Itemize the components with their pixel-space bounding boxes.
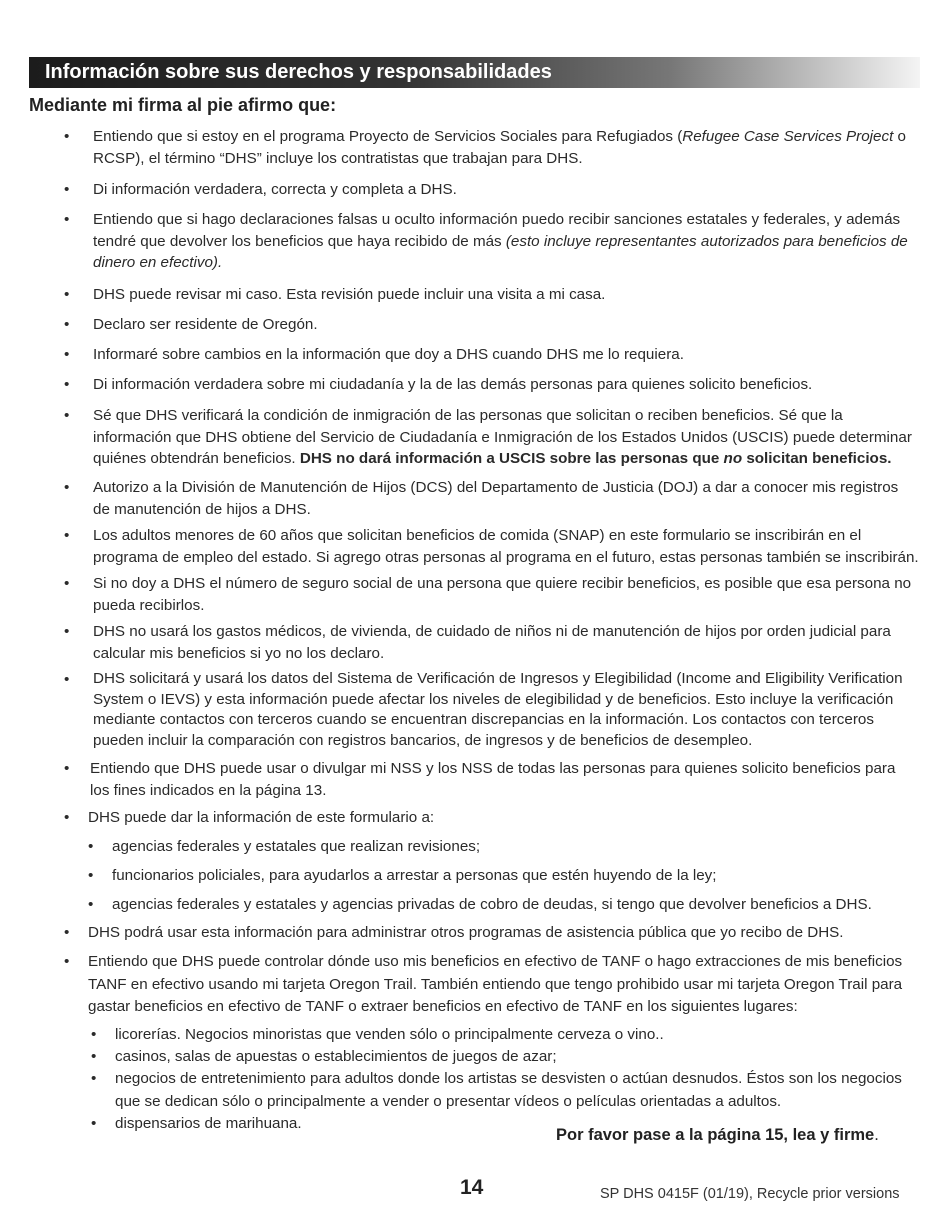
bullet-icon: •: [64, 809, 70, 826]
bullet-icon: •: [64, 376, 70, 393]
item-text: Informaré sobre cambios en la información que doy a DHS cuando DHS me lo requiera.: [93, 346, 684, 363]
page-number: 14: [460, 1176, 484, 1199]
item-text: DHS no usará los gastos médicos, de vivienda, de cuidado de niños ni de manutención de hijos por orden judicial para calcular mis beneficios si yo no los declaro.: [93, 623, 891, 662]
item-text: casinos, salas de apuestas o establecimientos de juegos de azar;: [115, 1048, 557, 1065]
intro-heading: Mediante mi firma al pie afirmo que:: [29, 95, 337, 115]
bullet-icon: •: [64, 479, 70, 496]
item-text: negocios de entretenimiento para adultos donde los artistas se desvisten o actúan desnudos. Éstos son los negocios que se dedican sólo o principalmente a vender o presentar vídeos o películas orientadas a adultos.: [115, 1070, 902, 1110]
item-text: Si no doy a DHS el número de seguro social de una persona que quiere recibir beneficios, es posible que esa persona no pueda recibirlos.: [93, 575, 912, 614]
cta-text: Por favor pase a la página 15, lea y firme: [556, 1126, 875, 1144]
bullet-icon: •: [88, 867, 94, 884]
bullet-icon: •: [64, 527, 70, 544]
item-text: licorerías. Negocios minoristas que venden sólo o principalmente cerveza o vino..: [115, 1026, 664, 1043]
bullet-icon: •: [64, 671, 70, 688]
bullet-icon: •: [64, 623, 70, 640]
bullet-icon: •: [64, 575, 70, 592]
item-text: Declaro ser residente de Oregón.: [93, 316, 318, 333]
item-text: funcionarios policiales, para ayudarlos a arrestar a personas que estén huyendo de la ley;: [112, 867, 717, 884]
item-text: Entiendo que si estoy en el programa Proyecto de Servicios Sociales para Refugiados (: [93, 128, 683, 145]
item-text: Entiendo que si hago declaraciones falsas u oculto información puedo recibir sanciones estatales y federales, y además tendré que devolver los beneficios que haya recibido de más: [93, 211, 901, 250]
bullet-icon: •: [64, 953, 70, 970]
item-text: Di información verdadera, correcta y completa a DHS.: [93, 181, 457, 198]
item-text: DHS puede revisar mi caso. Esta revisión puede incluir una visita a mi casa.: [93, 286, 606, 303]
item-text: Entiendo que DHS puede usar o divulgar mi NSS y los NSS de todas las personas para quienes solicito beneficios para los fines indicados en la página 13.: [90, 760, 896, 799]
form-id: SP DHS 0415F (01/19), Recycle prior versions: [600, 1186, 900, 1202]
item-text: DHS podrá usar esta información para administrar otros programas de asistencia pública que yo recibo de DHS.: [88, 924, 844, 941]
section-title-banner: Información sobre sus derechos y responsabilidades: [29, 57, 920, 88]
bullet-icon: •: [64, 407, 70, 424]
item-text: Los adultos menores de 60 años que solicitan beneficios de comida (SNAP) en este formulario se inscribirán en el programa de empleo del estado. Si agrego otras personas al programa en el futuro, estas personas también se inscribirán.: [93, 527, 919, 566]
bullet-icon: •: [64, 346, 70, 363]
bullet-icon: •: [64, 181, 70, 198]
bullet-icon: •: [88, 838, 94, 855]
bullet-icon: •: [64, 211, 70, 228]
bullet-icon: •: [64, 760, 70, 777]
item-text-italic: (esto incluye representantes autorizados para beneficios de dinero en efectivo).: [93, 232, 908, 271]
cta-period: .: [874, 1126, 879, 1144]
bullet-icon: •: [91, 1026, 97, 1043]
item-text: Sé que DHS verificará la condición de inmigración de las personas que solicitan o reciben beneficios. Sé que la información que DHS obtiene del Servicio de Ciudadanía e Inmigración de los Estados Unidos (USCIS) puede determinar quiénes obtendrán beneficios.: [93, 407, 912, 467]
bullet-icon: •: [64, 286, 70, 303]
item-text: DHS puede dar la información de este formulario a:: [88, 809, 435, 826]
item-text: dispensarios de marihuana.: [115, 1115, 302, 1132]
item-text-italic: Refugee Case Services Project: [682, 128, 894, 145]
bullet-icon: •: [88, 896, 94, 913]
bullet-icon: •: [91, 1115, 97, 1132]
item-text: DHS solicitará y usará los datos del Sistema de Verificación de Ingresos y Elegibilidad (Income and Eligibility Verification System o IEVS) y esta información puede afectar los niveles de elegibilidad y de beneficios. Esto incluye la verificación mediante contactos con terceros cuando se encuentran discrepancias en la información. Los contactos con terceros pueden incluir la comparación con registros bancarios, de ingresos y de beneficios de desempleo.: [93, 670, 903, 749]
item-text-bold: solicitan beneficios.: [742, 450, 892, 467]
bullet-icon: •: [64, 924, 70, 941]
bullet-icon: •: [91, 1048, 97, 1065]
item-text: agencias federales y estatales que realizan revisiones;: [112, 838, 481, 855]
item-text-bold-italic: no: [723, 450, 743, 467]
item-text: Autorizo a la División de Manutención de Hijos (DCS) del Departamento de Justicia (DOJ) a dar a conocer mis registros de manutención de hijos a DHS.: [93, 479, 899, 518]
next-page-instruction: [556, 1126, 879, 1145]
item-text: agencias federales y estatales y agencias privadas de cobro de deudas, si tengo que devolver beneficios a DHS.: [112, 896, 872, 913]
item-text: Entiendo que DHS puede controlar dónde uso mis beneficios en efectivo de TANF o hago extracciones de mis beneficios TANF en efectivo usando mi tarjeta Oregon Trail. También entiendo que tengo prohibido usar mi tarjeta Oregon Trail para gastar beneficios en efectivo de TANF o extraer beneficios en efectivo de TANF en los siguientes lugares:: [88, 953, 903, 1015]
bullet-icon: •: [91, 1070, 97, 1087]
bullet-icon: •: [64, 316, 70, 333]
item-text: Di información verdadera sobre mi ciudadanía y la de las demás personas para quienes solicito beneficios.: [93, 376, 813, 393]
item-text-bold: DHS no dará información a USCIS sobre las personas que: [299, 450, 724, 467]
bullet-icon: •: [64, 128, 70, 145]
item-text: o RCSP), el término “DHS” incluye los contratistas que trabajan para DHS.: [93, 128, 906, 167]
